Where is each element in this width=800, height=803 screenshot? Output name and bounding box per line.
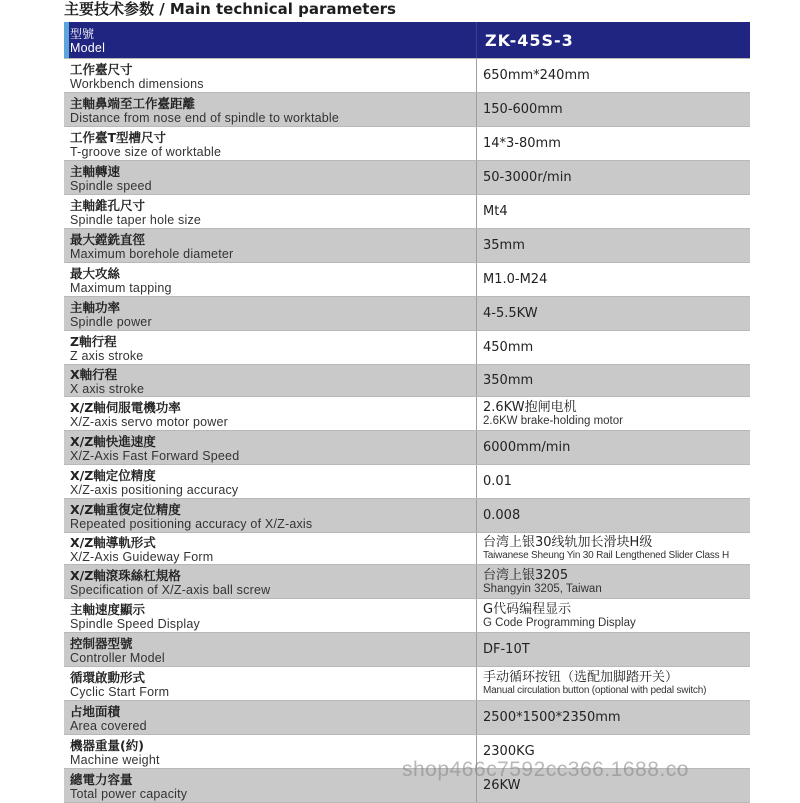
spec-label-zh: 工作臺T型槽尺寸 <box>70 129 167 145</box>
spec-value: 35mm <box>483 238 525 253</box>
spec-value: 650mm*240mm <box>483 68 590 83</box>
spec-label-zh: 控制器型號 <box>70 635 133 651</box>
spec-label-zh: 循環啟動形式 <box>70 669 146 685</box>
spec-value: DF-10T <box>483 642 530 657</box>
spec-label-zh: 總電力容量 <box>70 771 133 787</box>
spec-value: 2.6KW抱闸电机 <box>483 399 577 415</box>
spec-label-zh: X軸行程 <box>70 366 118 382</box>
spec-label-zh: X/Z軸定位精度 <box>70 467 156 483</box>
spec-label-en: Spindle taper hole size <box>70 212 202 227</box>
spec-value-en: Manual circulation button (optional with pedal switch) <box>483 685 707 696</box>
spec-value: G代码编程显示 <box>483 601 572 617</box>
spec-label-en: Cyclic Start Form <box>70 684 170 699</box>
spec-label-cell <box>64 297 476 330</box>
spec-label-en: T-groove size of worktable <box>70 144 222 159</box>
spec-label-cell <box>64 499 476 532</box>
spec-row <box>64 160 750 194</box>
spec-label-zh: 最大攻絲 <box>70 265 121 281</box>
spec-value-cell <box>476 465 750 498</box>
spec-label-zh: X/Z軸伺服電機功率 <box>70 399 181 415</box>
spec-value: 0.01 <box>483 474 512 489</box>
spec-row <box>64 430 750 464</box>
spec-label-zh: Z軸行程 <box>70 333 117 349</box>
spec-label-cell <box>64 465 476 498</box>
spec-value-cell <box>476 397 750 430</box>
spec-value-cell <box>476 633 750 666</box>
spec-label-zh: X/Z軸快進速度 <box>70 433 156 449</box>
spec-label-cell <box>64 331 476 364</box>
spec-value-cell <box>476 195 750 228</box>
spec-label-zh: 最大鏜銑直徑 <box>70 231 146 247</box>
spec-label-cell <box>64 397 476 430</box>
spec-label-cell <box>64 701 476 734</box>
spec-row <box>64 564 750 598</box>
spec-label-en: X/Z-axis positioning accuracy <box>70 482 239 497</box>
spec-label-en: X/Z-Axis Fast Forward Speed <box>70 448 240 463</box>
spec-row <box>64 498 750 532</box>
spec-row <box>64 58 750 92</box>
spec-label-zh: 工作臺尺寸 <box>70 61 133 77</box>
spec-row <box>64 464 750 498</box>
spec-row <box>64 396 750 430</box>
spec-value: 台湾上银3205 <box>483 567 569 583</box>
spec-label-cell <box>64 365 476 396</box>
spec-row <box>64 364 750 396</box>
spec-value: 0.008 <box>483 508 521 523</box>
spec-row <box>64 194 750 228</box>
spec-value-en: Shangyin 3205, Taiwan <box>483 582 602 595</box>
spec-value-cell <box>476 533 750 564</box>
spec-value: 26KW <box>483 778 521 793</box>
spec-label-cell <box>64 565 476 598</box>
spec-value: 150-600mm <box>483 102 563 117</box>
spec-value-cell <box>476 263 750 296</box>
spec-row <box>64 92 750 126</box>
spec-row <box>64 700 750 734</box>
spec-label-cell <box>64 633 476 666</box>
spec-label-en: Area covered <box>70 718 147 733</box>
spec-row <box>64 126 750 160</box>
spec-value: 手动循环按钮（选配加脚踏开关） <box>483 670 679 685</box>
spec-label-zh: 主軸錐孔尺寸 <box>70 197 146 213</box>
spec-value-cell <box>476 331 750 364</box>
spec-value-cell <box>476 599 750 632</box>
spec-label-en: Spindle power <box>70 314 152 329</box>
spec-label-zh: 主軸速度顯示 <box>70 601 146 617</box>
spec-row <box>64 532 750 564</box>
spec-table <box>64 22 750 803</box>
spec-label-en: Specification of X/Z-axis ball screw <box>70 582 271 597</box>
spec-value-en: G Code Programming Display <box>483 616 636 629</box>
spec-value: 14*3-80mm <box>483 136 561 151</box>
spec-row <box>64 296 750 330</box>
spec-label-en: Spindle Speed Display <box>70 616 200 631</box>
spec-label-cell <box>64 161 476 194</box>
spec-value: 350mm <box>483 373 534 388</box>
spec-value: 4-5.5KW <box>483 306 538 321</box>
model-value: ZK-45S-3 <box>485 30 574 50</box>
spec-value-cell <box>476 93 750 126</box>
spec-label-en: Controller Model <box>70 650 165 665</box>
spec-label-en: Spindle speed <box>70 178 152 193</box>
spec-value: Mt4 <box>483 204 508 219</box>
spec-label-cell <box>64 127 476 160</box>
spec-label-en: Maximum tapping <box>70 280 172 295</box>
spec-label-zh: X/Z軸重復定位精度 <box>70 501 181 517</box>
watermark: shop466c7592cc366.1688.co <box>402 758 689 781</box>
model-value-cell <box>476 22 750 58</box>
spec-value-en: Taiwanese Sheung Yin 30 Rail Lengthened Slider Class H <box>483 550 730 561</box>
spec-label-en: Total power capacity <box>70 786 188 801</box>
spec-label-zh: 主軸鼻端至工作臺距離 <box>70 95 196 111</box>
spec-label-cell <box>64 229 476 262</box>
spec-label-cell <box>64 263 476 296</box>
spec-label-en: X/Z-Axis Guideway Form <box>70 549 214 564</box>
spec-row <box>64 262 750 296</box>
model-label-zh: 型號 <box>70 27 95 41</box>
spec-label-cell <box>64 599 476 632</box>
spec-label-zh: 主軸轉速 <box>70 163 121 179</box>
spec-label-en: Repeated positioning accuracy of X/Z-axis <box>70 516 313 531</box>
spec-value-cell <box>476 127 750 160</box>
spec-label-zh: X/Z軸滾珠絲杠規格 <box>70 567 181 583</box>
spec-label-en: Maximum borehole diameter <box>70 246 234 261</box>
spec-value: 2300KG <box>483 744 535 759</box>
spec-label-cell <box>64 431 476 464</box>
spec-value: 6000mm/min <box>483 440 571 455</box>
spec-value-cell <box>476 565 750 598</box>
spec-label-cell <box>64 667 476 700</box>
spec-row <box>64 330 750 364</box>
spec-value: 2500*1500*2350mm <box>483 710 621 725</box>
spec-label-zh: 機器重量(約) <box>70 737 144 753</box>
spec-row <box>64 632 750 666</box>
spec-value-cell <box>476 431 750 464</box>
spec-value-cell <box>476 59 750 92</box>
spec-value-en: 2.6KW brake-holding motor <box>483 414 623 427</box>
spec-label-cell <box>64 195 476 228</box>
spec-label-cell <box>64 93 476 126</box>
spec-row <box>64 228 750 262</box>
spec-label-en: X/Z-axis servo motor power <box>70 414 229 429</box>
model-label-cell <box>64 22 476 58</box>
spec-row <box>64 598 750 632</box>
spec-label-en: Z axis stroke <box>70 348 144 363</box>
spec-value: 台湾上银30线轨加长滑块H级 <box>483 535 653 550</box>
spec-value-cell <box>476 499 750 532</box>
spec-value-cell <box>476 701 750 734</box>
spec-value-cell <box>476 667 750 700</box>
spec-label-zh: 主軸功率 <box>70 299 121 315</box>
spec-label-en: Distance from nose end of spindle to worktable <box>70 110 340 125</box>
spec-value: 50-3000r/min <box>483 170 572 185</box>
spec-label-zh: 占地面積 <box>70 703 121 719</box>
spec-value: 450mm <box>483 340 534 355</box>
spec-value-cell <box>476 297 750 330</box>
spec-label-cell <box>64 59 476 92</box>
model-label-en: Model <box>70 41 106 55</box>
spec-label-en: Workbench dimensions <box>70 76 204 91</box>
spec-value-cell <box>476 229 750 262</box>
spec-label-en: Machine weight <box>70 752 160 767</box>
spec-value-cell <box>476 365 750 396</box>
spec-label-en: X axis stroke <box>70 381 145 396</box>
spec-value-cell <box>476 161 750 194</box>
page-title: 主要技术参数 / Main technical parameters <box>64 0 396 18</box>
spec-value: M1.0-M24 <box>483 272 548 287</box>
spec-label-cell <box>64 533 476 564</box>
spec-row <box>64 666 750 700</box>
model-header-row <box>64 22 750 58</box>
spec-label-zh: X/Z軸導軌形式 <box>70 534 156 550</box>
